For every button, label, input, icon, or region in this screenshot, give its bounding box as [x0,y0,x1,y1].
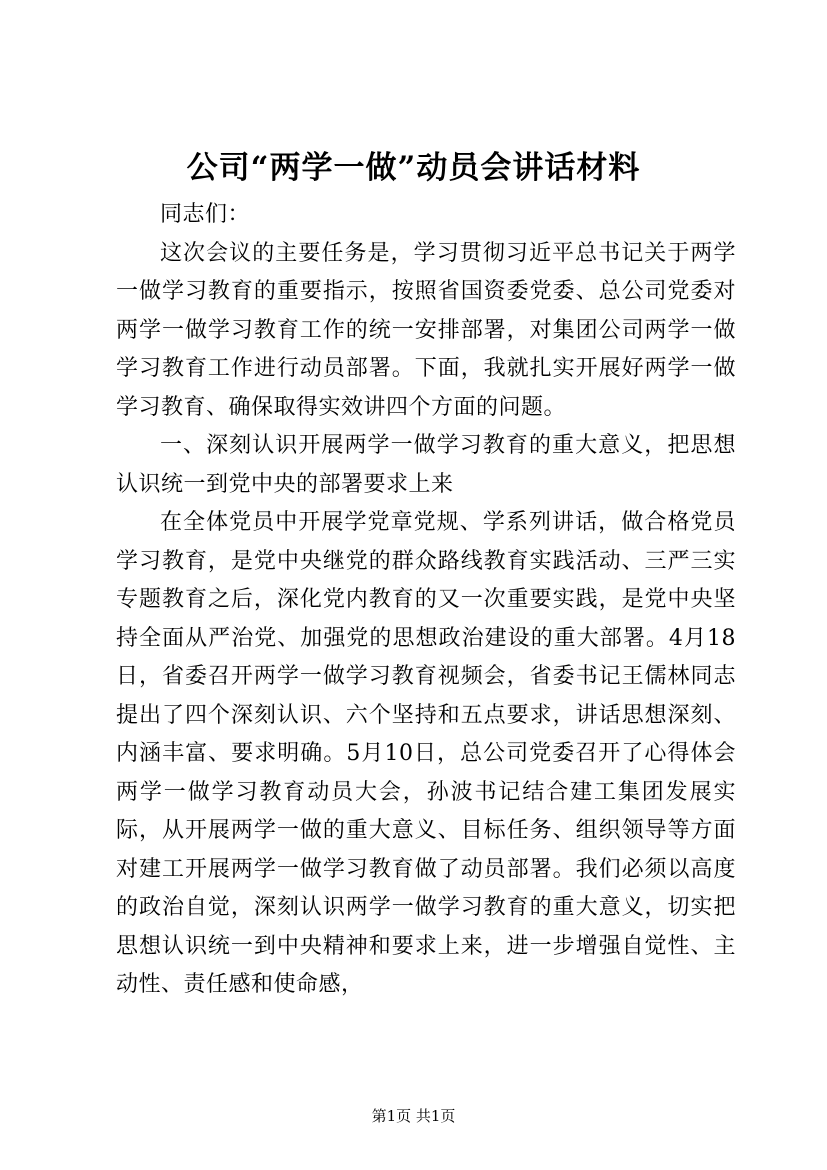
page-footer: 第1页 共1页 [371,1107,456,1125]
paragraph-section-1: 在全体党员中开展学党章党规、学系列讲话，做合格党员学习教育，是党中央继党的群众路线教育实践活动、三严三实专题教育之后，深化党内教育的又一次重要实践，是党中央坚持全面从严治党、加强党的思想政治建设的重大部署。4月18日，省委召开两学一做学习教育视频会，省委书记王儒林同志提出了四个深刻认识、六个坚持和五点要求，讲话思想深刻、内涵丰富、要求明确。5月10日，总公司党委召开了心得体会两学一做学习教育动员大会，孙波书记结合建工集团发展实际，从开展两学一做的重大意义、目标任务、组织领导等方面对建工开展两学一做学习教育做了动员部署。我们必须以高度的政治自觉，深刻认识两学一做学习教育的重大意义，切实把思想认识统一到中央精神和要求上来，进一步增强自觉性、主动性、责任感和使命感， [116,510,736,997]
document-body [116,196,736,1005]
document-title: 公司“两学一做”动员会讲话材料 [186,150,641,186]
paragraph-intro: 这次会议的主要任务是，学习贯彻习近平总书记关于两学一做学习教育的重要指示，按照省国资委党委、总公司党委对两学一做学习教育工作的统一安排部署，对集团公司两学一做学习教育工作进行动员部署。下面，我就扎实开展好两学一做学习教育、确保取得实效讲四个方面的问题。 [116,240,736,420]
paragraph-salutation: 同志们： [160,202,251,227]
section-heading-1: 一、深刻认识开展两学一做学习教育的重大意义，把思想认识统一到党中央的部署要求上来 [116,433,736,497]
